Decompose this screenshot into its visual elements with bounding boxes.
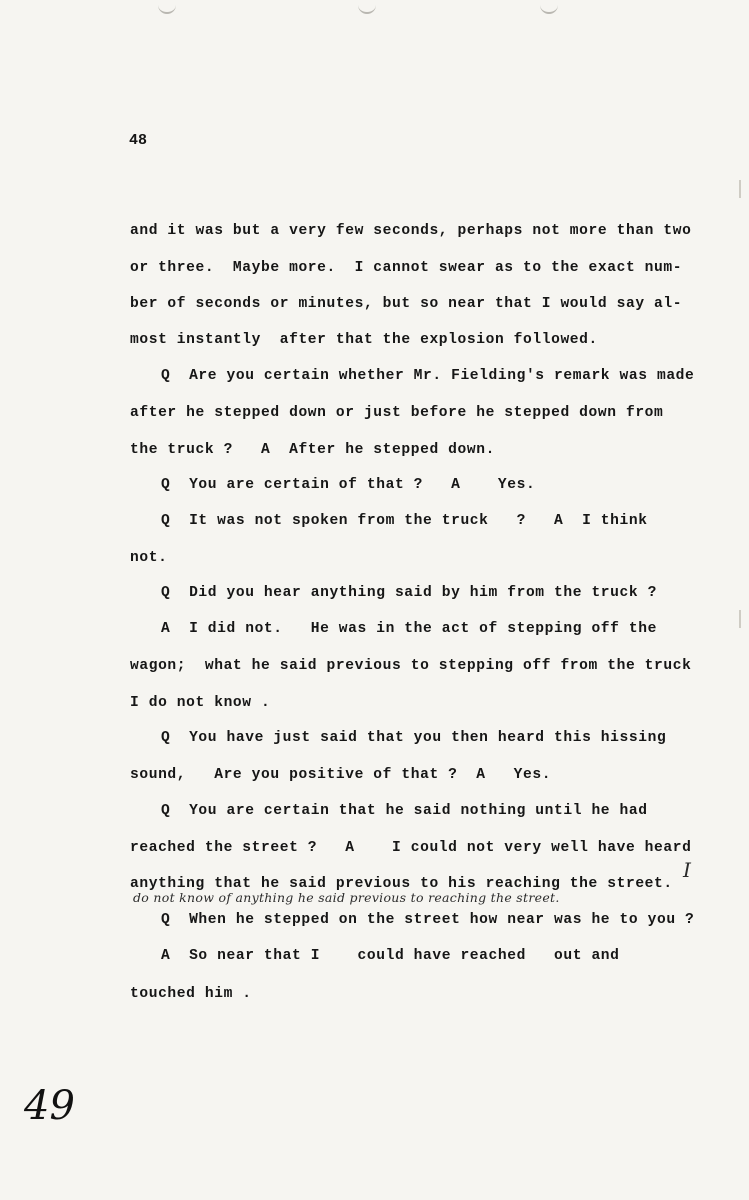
text-line: Q Are you certain whether Mr. Fielding's remark was made bbox=[161, 368, 695, 384]
text-line: Q You are certain of that ? A Yes. bbox=[161, 477, 536, 493]
text-line: after he stepped down or just before he stepped down from bbox=[130, 405, 664, 421]
text-line: and it was but a very few seconds, perhaps not more than two bbox=[130, 223, 692, 239]
edge-speck bbox=[739, 180, 741, 198]
handwritten-caret-insert: I bbox=[683, 858, 692, 882]
text-line: reached the street ? A I could not very well have heard bbox=[130, 840, 692, 856]
text-line: not. bbox=[130, 550, 168, 566]
text-line: Q Did you hear anything said by him from the truck ? bbox=[161, 585, 657, 601]
text-line: Q You are certain that he said nothing until he had bbox=[161, 803, 648, 819]
text-line: touched him . bbox=[130, 986, 252, 1002]
text-line: most instantly after that the explosion followed. bbox=[130, 332, 598, 348]
page-number: 48 bbox=[129, 132, 148, 149]
text-line: Q It was not spoken from the truck ? A I think bbox=[161, 513, 648, 529]
text-line: Q When he stepped on the street how near was he to you ? bbox=[161, 912, 695, 928]
text-line: I do not know . bbox=[130, 695, 271, 711]
edge-speck bbox=[739, 610, 741, 628]
text-line: anything that he said previous to his reaching the street. bbox=[130, 876, 673, 892]
handwritten-page-number: 49 bbox=[24, 1083, 75, 1129]
text-line: ber of seconds or minutes, but so near that I would say al- bbox=[130, 296, 683, 312]
text-line: the truck ? A After he stepped down. bbox=[130, 442, 495, 458]
punch-hole-mark bbox=[540, 2, 558, 14]
text-line: sound, Are you positive of that ? A Yes. bbox=[130, 767, 552, 783]
punch-hole-mark bbox=[158, 2, 176, 14]
punch-hole-mark bbox=[358, 2, 376, 14]
handwritten-insert: do not know of anything he said previous to reaching the street. bbox=[133, 890, 560, 905]
text-line: Q You have just said that you then heard this hissing bbox=[161, 730, 667, 746]
text-line: wagon; what he said previous to stepping off from the truck bbox=[130, 658, 692, 674]
text-line: A So near that I could have reached out and bbox=[161, 948, 620, 964]
text-line: or three. Maybe more. I cannot swear as to the exact num- bbox=[130, 260, 683, 276]
text-line: A I did not. He was in the act of stepping off the bbox=[161, 621, 657, 637]
